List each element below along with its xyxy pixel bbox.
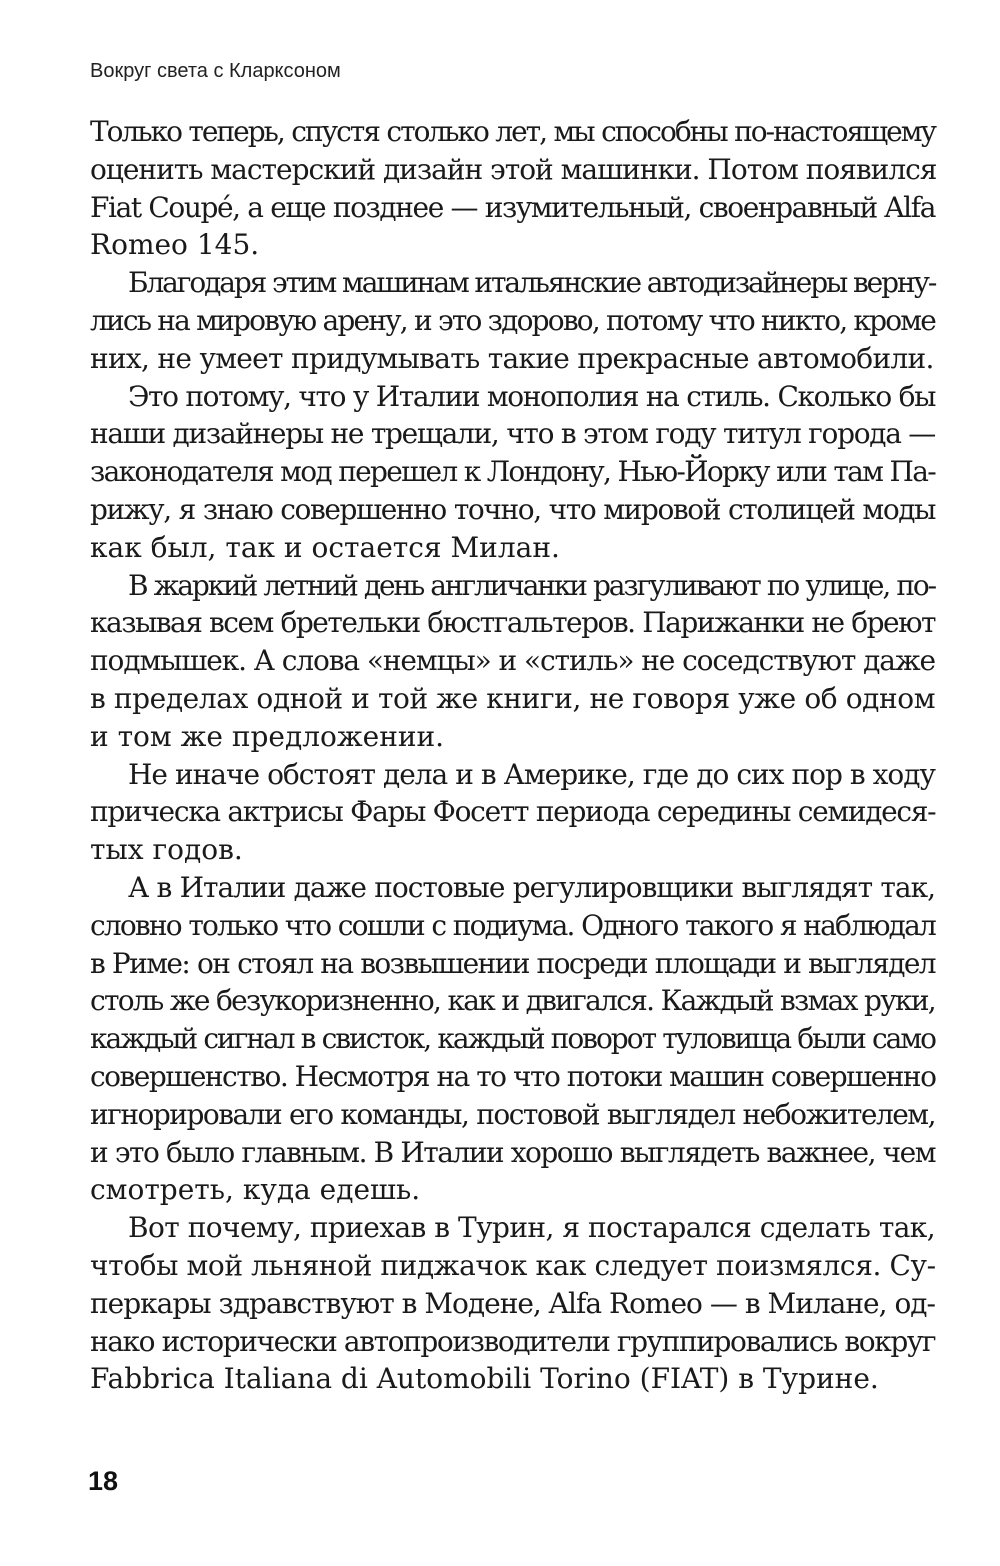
text-line: чтобы мой льняной пиджачок как следует поизмялся. Су- [90, 1248, 936, 1282]
text-line: Romeo 145. [90, 228, 260, 262]
text-line: наши дизайнеры не трещали, что в этом году титул города — [90, 417, 935, 451]
text-line: Благодаря этим машинам итальянские автодизайнеры верну- [128, 266, 936, 300]
text-line: столь же безукоризненно, как и двигался. Каждый взмах руки, [90, 984, 935, 1018]
page-number: 18 [88, 1466, 119, 1496]
text-line: оценить мастерский дизайн этой машинки. Потом появился [90, 152, 937, 186]
body-text [90, 113, 935, 1398]
text-line: Вот почему, приехав в Турин, я постарался сделать так, [128, 1211, 935, 1245]
text-line: игнорировали его команды, постовой выглядел небожителем, [90, 1097, 935, 1131]
text-line: нако исторически автопроизводители группировались вокруг [90, 1324, 936, 1358]
text-line: Это потому, что у Италии монополия на стиль. Сколько бы [128, 379, 935, 413]
text-line: смотреть, куда едешь. [90, 1173, 421, 1207]
text-line: А в Италии даже постовые регулировщики выглядят так, [128, 870, 935, 904]
text-line: лись на мировую арену, и это здорово, потому что никто, кроме [90, 303, 936, 337]
text-line: Fabbrica Italiana di Automobili Torino (FIAT) в Турине. [90, 1362, 879, 1396]
text-line: перкары здравствуют в Модене, Alfa Romeo — в Милане, од- [90, 1286, 935, 1320]
text-line: прическа актрисы Фары Фосетт периода середины семидеся- [90, 795, 936, 829]
text-line: как был, так и остается Милан. [90, 530, 560, 564]
text-line: них, не умеет придумывать такие прекрасные автомобили. [90, 341, 934, 375]
text-line: и том же предложении. [90, 719, 445, 753]
text-line: казывая всем бретельки бюстгальтеров. Парижанки не бреют [90, 606, 935, 640]
text-line: совершенство. Несмотря на то что потоки машин совершенно [90, 1059, 936, 1093]
text-line: Только теперь, спустя столько лет, мы способны по-настоящему [90, 115, 935, 148]
text-line: законодателя мод перешел к Лондону, Нью-Йорку или там Па- [90, 455, 935, 489]
running-head: Вокруг света с Кларксоном [90, 60, 341, 82]
text-line: в Риме: он стоял на возвышении посреди площади и выглядел [90, 946, 935, 980]
text-line: тых годов. [90, 833, 243, 867]
text-line: подмышек. А слова «немцы» и «стиль» не соседствуют даже [90, 644, 935, 678]
text-line: Не иначе обстоят дела и в Америке, где до сих пор в ходу [128, 757, 935, 791]
text-line: каждый сигнал в свисток, каждый поворот туловища были само [90, 1022, 935, 1056]
text-line: рижу, я знаю совершенно точно, что мировой столицей моды [90, 492, 935, 526]
text-line: В жаркий летний день англичанки разгуливают по улице, по- [128, 568, 935, 602]
text-line: словно только что сошли с подиума. Одного такого я наблюдал [90, 908, 935, 942]
text-line: и это было главным. В Италии хорошо выглядеть важнее, чем [90, 1135, 935, 1169]
text-line: в пределах одной и той же книги, не говоря уже об одном [90, 681, 936, 715]
text-line: Fiat Coupé, а еще позднее — изумительный, своенравный Alfa [90, 190, 935, 224]
